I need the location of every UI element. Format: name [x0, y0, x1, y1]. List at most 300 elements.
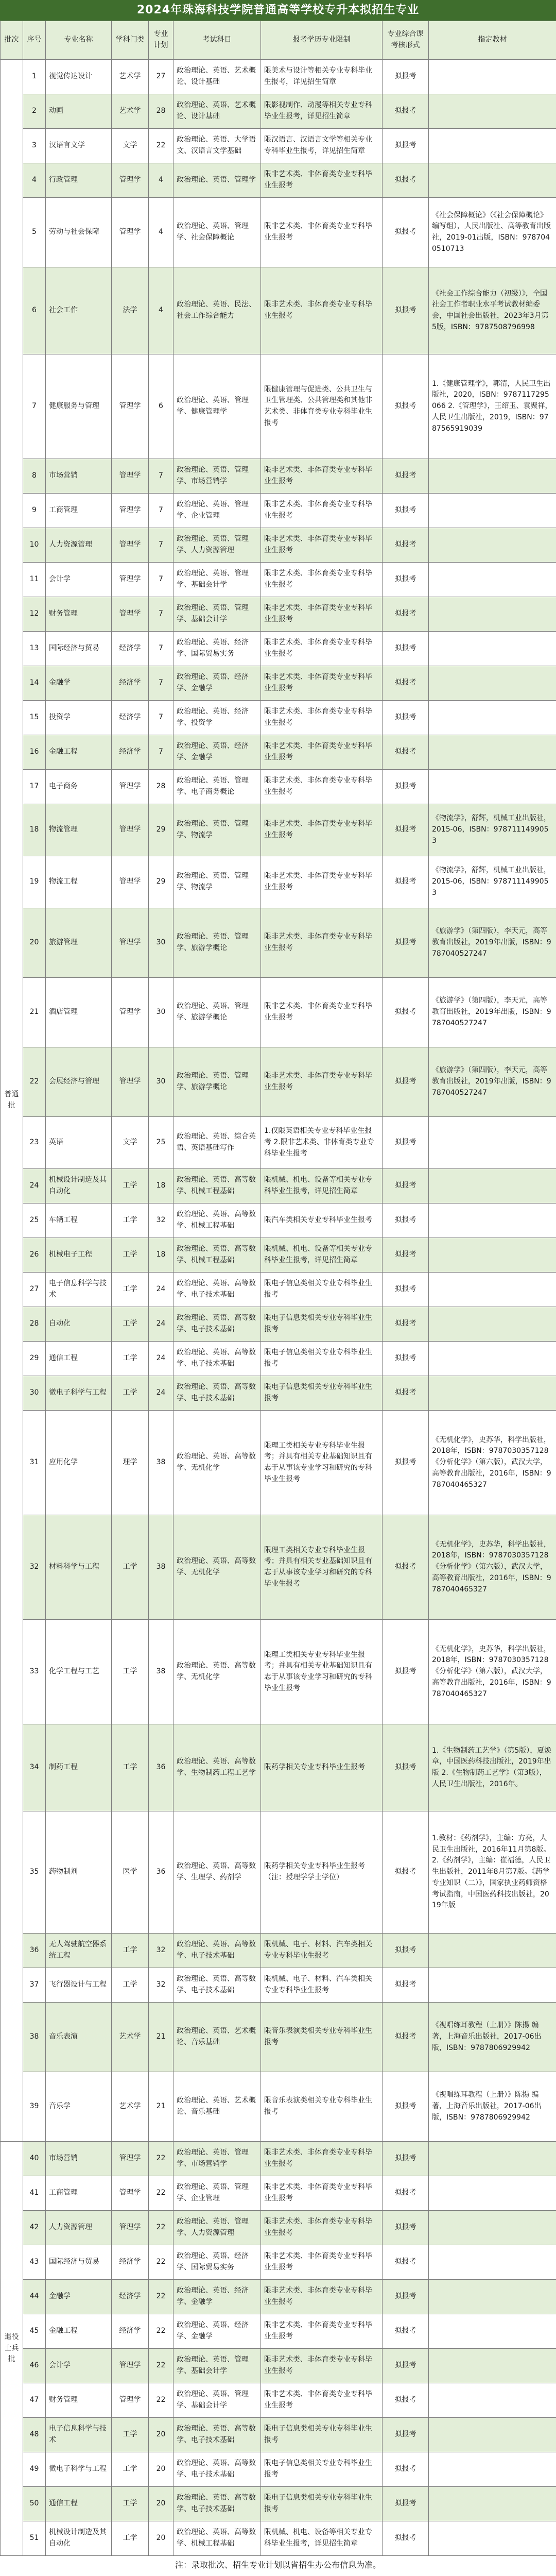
table-row	[1, 163, 556, 198]
row-number: 31	[23, 1411, 46, 1515]
major-name: 英语	[46, 1117, 112, 1169]
major-name: 人力资源管理	[46, 528, 112, 563]
row-number: 16	[23, 735, 46, 770]
row-number: 40	[23, 2142, 46, 2176]
enrollment-plan: 24	[149, 1342, 173, 1376]
enrollment-plan: 20	[149, 2452, 173, 2487]
textbook	[429, 1169, 556, 1204]
major-name: 金融工程	[46, 2314, 112, 2349]
row-number: 47	[23, 2383, 46, 2418]
major-name: 财务管理	[46, 2383, 112, 2418]
eligibility-limits: 限非艺术类、非体育类专业专科毕业生报考	[261, 735, 383, 770]
exam-subjects: 政治理论、英语、管理学、旅游学概论	[173, 978, 261, 1047]
row-number: 18	[23, 804, 46, 856]
table-row	[1, 494, 556, 528]
eligibility-limits: 限非艺术类、非体育类专业专科毕业生报考	[261, 563, 383, 597]
row-number: 1	[23, 60, 46, 94]
discipline-category: 工学	[112, 1204, 149, 1238]
eligibility-limits: 限非艺术类、非体育类专业专科毕业生报考	[261, 978, 383, 1047]
assessment-form: 拟报考	[383, 1047, 429, 1117]
eligibility-limits: 限美术与设计等相关专业专科毕业生报考，详见招生简章	[261, 60, 383, 94]
eligibility-limits: 限机械、机电、设备等相关专业专科毕业生报考，详见招生简章	[261, 2521, 383, 2556]
assessment-form: 拟报考	[383, 129, 429, 163]
major-name: 市场营销	[46, 459, 112, 494]
major-name: 工商管理	[46, 2176, 112, 2211]
table-row	[1, 1724, 556, 1811]
enrollment-plan: 22	[149, 129, 173, 163]
enrollment-plan: 36	[149, 1724, 173, 1811]
discipline-category: 管理学	[112, 597, 149, 632]
table-row	[1, 1411, 556, 1515]
textbook	[429, 60, 556, 94]
discipline-category: 管理学	[112, 978, 149, 1047]
table-row	[1, 94, 556, 129]
discipline-category: 管理学	[112, 354, 149, 459]
assessment-form: 拟报考	[383, 2383, 429, 2418]
exam-subjects: 政治理论、英语、管理学、旅游学概论	[173, 1047, 261, 1117]
table-row	[1, 1307, 556, 1342]
assessment-form: 拟报考	[383, 770, 429, 804]
major-name: 物流工程	[46, 856, 112, 908]
textbook	[429, 163, 556, 198]
enrollment-plan: 18	[149, 1238, 173, 1273]
row-number: 9	[23, 494, 46, 528]
table-body	[1, 60, 556, 2556]
discipline-category: 管理学	[112, 198, 149, 267]
textbook: 1.教材：《药剂学》，主编：方亮，人民卫生出版社，2016年11月第8版。2.《药剂学》，主编：崔福德，人民卫生出版社，2011年8月第7版。《药学专业知识（二）》，国家执业药师资格考试指南，中国医药科技出版社，2019年版	[429, 1811, 556, 1934]
exam-subjects: 政治理论、英语、管理学、基础会计学	[173, 597, 261, 632]
exam-subjects: 政治理论、英语、艺术概论、设计基础	[173, 60, 261, 94]
exam-subjects: 政治理论、英语、管理学、市场营销学	[173, 2142, 261, 2176]
table-row	[1, 597, 556, 632]
row-number: 24	[23, 1169, 46, 1204]
row-number: 12	[23, 597, 46, 632]
eligibility-limits: 限非艺术类、非体育类专业专科毕业生报考	[261, 2176, 383, 2211]
column-header: 专业综合课考核形式	[383, 21, 429, 60]
textbook	[429, 129, 556, 163]
exam-subjects: 政治理论、英语、高等数学、电子技术基础	[173, 2452, 261, 2487]
eligibility-limits: 限健康管理与促进类、公共卫生与卫生管理类、公共管理类和其他非艺术类、非体育类专业专科毕业生报考	[261, 354, 383, 459]
eligibility-limits: 限非艺术类、非体育类专业专科毕业生报考	[261, 2142, 383, 2176]
discipline-category: 工学	[112, 1342, 149, 1376]
eligibility-limits: 限非艺术类、非体育类专业专科毕业生报考	[261, 632, 383, 666]
eligibility-limits: 限非艺术类、非体育类专业专科毕业生报考	[261, 2245, 383, 2280]
eligibility-limits: 限电子信息类相关专业专科毕业生报考	[261, 1307, 383, 1342]
textbook	[429, 2314, 556, 2349]
assessment-form: 拟报考	[383, 735, 429, 770]
discipline-category: 经济学	[112, 632, 149, 666]
enrollment-plan: 20	[149, 2418, 173, 2452]
major-name: 车辆工程	[46, 1204, 112, 1238]
row-number: 41	[23, 2176, 46, 2211]
assessment-form: 拟报考	[383, 1273, 429, 1307]
assessment-form: 拟报考	[383, 2211, 429, 2245]
table-row	[1, 2211, 556, 2245]
column-header: 考试科目	[173, 21, 261, 60]
discipline-category: 管理学	[112, 2176, 149, 2211]
column-header: 专业计划	[149, 21, 173, 60]
exam-subjects: 政治理论、英语、管理学、电子商务概论	[173, 770, 261, 804]
assessment-form: 拟报考	[383, 1204, 429, 1238]
textbook: 《旅游学》（第四版），李天元，高等教育出版社，2019年出版，ISBN：9787040527247	[429, 1047, 556, 1117]
discipline-category: 工学	[112, 1376, 149, 1411]
column-header: 序号	[23, 21, 46, 60]
assessment-form: 拟报考	[383, 1411, 429, 1515]
discipline-category: 工学	[112, 1238, 149, 1273]
textbook	[429, 563, 556, 597]
assessment-form: 拟报考	[383, 1169, 429, 1204]
textbook	[429, 666, 556, 701]
table-row	[1, 1934, 556, 1968]
table-row	[1, 60, 556, 94]
assessment-form: 拟报考	[383, 1811, 429, 1934]
discipline-category: 管理学	[112, 1047, 149, 1117]
eligibility-limits: 限机械、电子、材料、汽车类相关专业专科毕业生报考	[261, 1934, 383, 1968]
enrollment-plan: 22	[149, 2142, 173, 2176]
major-name: 劳动与社会保障	[46, 198, 112, 267]
row-number: 23	[23, 1117, 46, 1169]
row-number: 51	[23, 2521, 46, 2556]
assessment-form: 拟报考	[383, 2349, 429, 2383]
assessment-form: 拟报考	[383, 666, 429, 701]
exam-subjects: 政治理论、英语、高等数学、生理学、药剂学	[173, 1811, 261, 1934]
enrollment-plan: 4	[149, 198, 173, 267]
table-row	[1, 1238, 556, 1273]
discipline-category: 艺术学	[112, 2003, 149, 2072]
assessment-form: 拟报考	[383, 1724, 429, 1811]
exam-subjects: 政治理论、英语、艺术概论、音乐基础	[173, 2003, 261, 2072]
textbook: 《旅游学》（第四版），李天元，高等教育出版社，2019年出版，ISBN：9787040527247	[429, 908, 556, 978]
assessment-form: 拟报考	[383, 2452, 429, 2487]
major-name: 无人驾驶航空器系统工程	[46, 1934, 112, 1968]
eligibility-limits: 限药学相关专业专科毕业生报考	[261, 1724, 383, 1811]
assessment-form: 拟报考	[383, 354, 429, 459]
table-row	[1, 2487, 556, 2521]
table-row	[1, 632, 556, 666]
assessment-form: 拟报考	[383, 1117, 429, 1169]
discipline-category: 工学	[112, 1307, 149, 1342]
eligibility-limits: 限非艺术类、非体育类专业专科毕业生报考	[261, 666, 383, 701]
table-row	[1, 908, 556, 978]
row-number: 43	[23, 2245, 46, 2280]
major-name: 酒店管理	[46, 978, 112, 1047]
row-number: 26	[23, 1238, 46, 1273]
eligibility-limits: 限非艺术类、非体育类专业专科毕业生报考	[261, 163, 383, 198]
exam-subjects: 政治理论、英语、管理学、基础会计学	[173, 563, 261, 597]
eligibility-limits: 限非艺术类、非体育类专业专科毕业生报考	[261, 2211, 383, 2245]
assessment-form: 拟报考	[383, 1620, 429, 1724]
assessment-form: 拟报考	[383, 198, 429, 267]
footnote: 注：录取批次、招生专业计划以省招生办公布信息为准。	[175, 2560, 381, 2570]
assessment-form: 拟报考	[383, 494, 429, 528]
eligibility-limits: 限机械、电子、材料、汽车类相关专业专科毕业生报考	[261, 1968, 383, 2003]
table-row	[1, 1620, 556, 1724]
exam-subjects: 政治理论、英语、高等数学、电子技术基础	[173, 1342, 261, 1376]
exam-subjects: 政治理论、英语、艺术概论、音乐基础	[173, 2072, 261, 2142]
table-row	[1, 2176, 556, 2211]
major-name: 通信工程	[46, 2487, 112, 2521]
assessment-form: 拟报考	[383, 2314, 429, 2349]
textbook	[429, 597, 556, 632]
exam-subjects: 政治理论、英语、管理学、人力资源管理	[173, 2211, 261, 2245]
textbook: 《无机化学》，史苏华，科学出版社，2018年，ISBN：9787030357128 《分析化学》（第六版），武汉大学，高等教育出版社，2016年，ISBN：9787040465327	[429, 1411, 556, 1515]
enrollment-plan: 7	[149, 563, 173, 597]
textbook	[429, 2142, 556, 2176]
assessment-form: 拟报考	[383, 2487, 429, 2521]
assessment-form: 拟报考	[383, 1934, 429, 1968]
eligibility-limits: 限非艺术类、非体育类专业专科毕业生报考	[261, 701, 383, 735]
row-number: 35	[23, 1811, 46, 1934]
discipline-category: 经济学	[112, 2245, 149, 2280]
column-header: 报考学历专业限制	[261, 21, 383, 60]
row-number: 46	[23, 2349, 46, 2383]
major-name: 动画	[46, 94, 112, 129]
enrollment-plan: 29	[149, 856, 173, 908]
column-header: 批次	[1, 21, 23, 60]
major-name: 会计学	[46, 563, 112, 597]
exam-subjects: 政治理论、英语、民法、社会工作综合能力	[173, 267, 261, 354]
enrollment-plan: 24	[149, 1307, 173, 1342]
discipline-category: 艺术学	[112, 94, 149, 129]
major-name: 工商管理	[46, 494, 112, 528]
major-name: 金融学	[46, 2280, 112, 2314]
textbook	[429, 1342, 556, 1376]
exam-subjects: 政治理论、英语、高等数学、电子技术基础	[173, 1376, 261, 1411]
eligibility-limits: 限电子信息类相关专业专科毕业生报考	[261, 2418, 383, 2452]
major-name: 机械设计制造及其自动化	[46, 1169, 112, 1204]
enrollment-plan: 18	[149, 1169, 173, 1204]
textbook	[429, 735, 556, 770]
textbook: 《旅游学》（第四版），李天元，高等教育出版社，2019年出版，ISBN：9787040527247	[429, 978, 556, 1047]
assessment-form: 拟报考	[383, 701, 429, 735]
enrollment-plan: 36	[149, 1811, 173, 1934]
discipline-category: 管理学	[112, 163, 149, 198]
eligibility-limits: 限非艺术类、非体育类专业专科毕业生报考	[261, 770, 383, 804]
row-number: 38	[23, 2003, 46, 2072]
textbook: 1.《健康管理学》，郭清，人民卫生出版社，2020，ISBN：9787117295066 2.《管理学》，王绍玉、袁聚祥，人民卫生出版社，2019，ISBN：9787565919039	[429, 354, 556, 459]
major-name: 金融学	[46, 666, 112, 701]
textbook	[429, 528, 556, 563]
enrollment-plan: 38	[149, 1411, 173, 1515]
major-name: 药物制剂	[46, 1811, 112, 1934]
enrollment-plan: 30	[149, 978, 173, 1047]
major-name: 汉语言文学	[46, 129, 112, 163]
column-header: 指定教材	[429, 21, 556, 60]
table-header	[1, 21, 556, 60]
major-name: 财务管理	[46, 597, 112, 632]
major-name: 机械设计制造及其自动化	[46, 2521, 112, 2556]
textbook	[429, 770, 556, 804]
textbook: 1.《生物制药工艺学》（第5版），夏焕章，中国医药科技出版社，2019年出版 2.《生物制药工艺学》（第3版），人民卫生出版社，2016年。	[429, 1724, 556, 1811]
eligibility-limits: 限理工类相关专业专科毕业生报考；并具有相关专业基础知识且有志于从事该专业学习和研究的专科毕业生报考	[261, 1515, 383, 1620]
row-number: 44	[23, 2280, 46, 2314]
exam-subjects: 政治理论、英语、管理学、物流学	[173, 804, 261, 856]
exam-subjects: 政治理论、英语、高等数学、电子技术基础	[173, 2487, 261, 2521]
discipline-category: 管理学	[112, 459, 149, 494]
eligibility-limits: 限理工类相关专业专科毕业生报考；并具有相关专业基础知识且有志于从事该专业学习和研究的专科毕业生报考	[261, 1411, 383, 1515]
assessment-form: 拟报考	[383, 804, 429, 856]
table-row	[1, 528, 556, 563]
row-number: 10	[23, 528, 46, 563]
eligibility-limits: 限机械、机电、设备等相关专业专科毕业生报考，详见招生简章	[261, 1238, 383, 1273]
major-name: 应用化学	[46, 1411, 112, 1515]
exam-subjects: 政治理论、英语、高等数学、机械工程基础	[173, 2521, 261, 2556]
table-row	[1, 2418, 556, 2452]
discipline-category: 管理学	[112, 770, 149, 804]
row-number: 29	[23, 1342, 46, 1376]
column-header: 专业名称	[46, 21, 112, 60]
assessment-form: 拟报考	[383, 2072, 429, 2142]
assessment-form: 拟报考	[383, 60, 429, 94]
enrollment-plan: 22	[149, 2211, 173, 2245]
table-row	[1, 2521, 556, 2556]
enrollment-plan: 29	[149, 804, 173, 856]
eligibility-limits: 限电子信息类相关专业专科毕业生报考	[261, 2452, 383, 2487]
enrollment-plan: 6	[149, 354, 173, 459]
textbook	[429, 2452, 556, 2487]
batch-cell: 普通批	[1, 60, 23, 2142]
textbook: 《无机化学》，史苏华，科学出版社，2018年，ISBN：9787030357128 《分析化学》（第六版），武汉大学，高等教育出版社，2016年，ISBN：9787040465327	[429, 1620, 556, 1724]
exam-subjects: 政治理论、英语、管理学、企业管理	[173, 2176, 261, 2211]
row-number: 14	[23, 666, 46, 701]
assessment-form: 拟报考	[383, 2280, 429, 2314]
discipline-category: 管理学	[112, 2142, 149, 2176]
discipline-category: 工学	[112, 1620, 149, 1724]
row-number: 22	[23, 1047, 46, 1117]
enrollment-plan: 38	[149, 1620, 173, 1724]
eligibility-limits: 1.仅限英语相关专业专科毕业生报考 2.限非艺术类、非体育类专业专科毕业生报考	[261, 1117, 383, 1169]
table-row	[1, 1515, 556, 1620]
discipline-category: 管理学	[112, 2211, 149, 2245]
table-row	[1, 2383, 556, 2418]
assessment-form: 拟报考	[383, 1342, 429, 1376]
textbook: 《物流学》，舒辉，机械工业出版社，2015-06，ISBN：9787111499053	[429, 856, 556, 908]
eligibility-limits: 限非艺术类、非体育类专业专科毕业生报考	[261, 2314, 383, 2349]
eligibility-limits: 限电子信息类相关专业专科毕业生报考	[261, 1376, 383, 1411]
eligibility-limits: 限非艺术类、非体育类专业专科毕业生报考	[261, 198, 383, 267]
row-number: 20	[23, 908, 46, 978]
table-row	[1, 2314, 556, 2349]
discipline-category: 工学	[112, 1169, 149, 1204]
assessment-form: 拟报考	[383, 2003, 429, 2072]
enrollment-plan: 20	[149, 2487, 173, 2521]
table-row	[1, 267, 556, 354]
exam-subjects: 政治理论、英语、高等数学、电子技术基础	[173, 1968, 261, 2003]
table-row	[1, 1169, 556, 1204]
eligibility-limits: 限非艺术类、非体育类专业专科毕业生报考	[261, 494, 383, 528]
exam-subjects: 政治理论、英语、管理学、基础会计学	[173, 2349, 261, 2383]
exam-subjects: 政治理论、英语、高等数学、机械工程基础	[173, 1169, 261, 1204]
eligibility-limits: 限汉语言、汉语言文学等相关专业专科毕业生报考，详见招生简章	[261, 129, 383, 163]
table-row	[1, 2072, 556, 2142]
textbook	[429, 701, 556, 735]
table-row	[1, 666, 556, 701]
enrollment-plan: 22	[149, 2349, 173, 2383]
textbook	[429, 1273, 556, 1307]
assessment-form: 拟报考	[383, 267, 429, 354]
assessment-form: 拟报考	[383, 632, 429, 666]
assessment-form: 拟报考	[383, 1515, 429, 1620]
textbook	[429, 1934, 556, 1968]
discipline-category: 经济学	[112, 735, 149, 770]
textbook	[429, 2487, 556, 2521]
major-name: 会计学	[46, 2349, 112, 2383]
discipline-category: 管理学	[112, 494, 149, 528]
exam-subjects: 政治理论、英语、管理学、物流学	[173, 856, 261, 908]
enrollment-plan: 30	[149, 908, 173, 978]
assessment-form: 拟报考	[383, 1968, 429, 2003]
row-number: 2	[23, 94, 46, 129]
discipline-category: 文学	[112, 129, 149, 163]
discipline-category: 文学	[112, 1117, 149, 1169]
major-name: 材料科学与工程	[46, 1515, 112, 1620]
discipline-category: 医学	[112, 1811, 149, 1934]
exam-subjects: 政治理论、英语、综合英语、英语基础写作	[173, 1117, 261, 1169]
major-name: 音乐学	[46, 2072, 112, 2142]
row-number: 21	[23, 978, 46, 1047]
textbook	[429, 632, 556, 666]
discipline-category: 管理学	[112, 908, 149, 978]
enrollment-plan: 22	[149, 2280, 173, 2314]
table-row	[1, 2245, 556, 2280]
discipline-category: 管理学	[112, 563, 149, 597]
textbook	[429, 2280, 556, 2314]
row-number: 19	[23, 856, 46, 908]
row-number: 34	[23, 1724, 46, 1811]
table-row	[1, 2280, 556, 2314]
discipline-category: 工学	[112, 1724, 149, 1811]
row-number: 25	[23, 1204, 46, 1238]
enrollment-plan: 24	[149, 1273, 173, 1307]
table-row	[1, 856, 556, 908]
textbook	[429, 1238, 556, 1273]
assessment-form: 拟报考	[383, 2418, 429, 2452]
exam-subjects: 政治理论、英语、经济学、国际贸易实务	[173, 2245, 261, 2280]
discipline-category: 经济学	[112, 701, 149, 735]
textbook: 《视唱练耳教程（上册）》陈揚 编著，上海音乐出版社，2017-06出版，ISBN：9787806929942	[429, 2072, 556, 2142]
exam-subjects: 政治理论、英语、管理学、健康管理学	[173, 354, 261, 459]
textbook: 《社会保障概论》（《社会保障概论》编写组），人民出版社、高等教育出版社，2019-01出版，ISBN：9787040510713	[429, 198, 556, 267]
exam-subjects: 政治理论、英语、高等数学、机械工程基础	[173, 1238, 261, 1273]
major-name: 制药工程	[46, 1724, 112, 1811]
eligibility-limits: 限非艺术类、非体育类专业专科毕业生报考	[261, 804, 383, 856]
textbook	[429, 2349, 556, 2383]
table-row	[1, 770, 556, 804]
discipline-category: 管理学	[112, 2349, 149, 2383]
exam-subjects: 政治理论、英语、经济学、国际贸易实务	[173, 632, 261, 666]
exam-subjects: 政治理论、英语、高等数学、生物制药工程工艺学	[173, 1724, 261, 1811]
major-name: 市场营销	[46, 2142, 112, 2176]
enrollment-table	[0, 21, 556, 2556]
discipline-category: 艺术学	[112, 2072, 149, 2142]
textbook	[429, 2418, 556, 2452]
major-name: 金融工程	[46, 735, 112, 770]
assessment-form: 拟报考	[383, 94, 429, 129]
discipline-category: 工学	[112, 2487, 149, 2521]
assessment-form: 拟报考	[383, 597, 429, 632]
textbook: 《无机化学》，史苏华，科学出版社，2018年，ISBN：9787030357128 《分析化学》（第六版），武汉大学，高等教育出版社，2016年，ISBN：9787040465327	[429, 1515, 556, 1620]
exam-subjects: 政治理论、英语、经济学、金融学	[173, 735, 261, 770]
assessment-form: 拟报考	[383, 1238, 429, 1273]
row-number: 8	[23, 459, 46, 494]
discipline-category: 管理学	[112, 856, 149, 908]
major-name: 微电子科学与工程	[46, 2452, 112, 2487]
table-row	[1, 1342, 556, 1376]
table-row	[1, 1273, 556, 1307]
enrollment-plan: 7	[149, 597, 173, 632]
column-header: 学科门类	[112, 21, 149, 60]
row-number: 36	[23, 1934, 46, 1968]
